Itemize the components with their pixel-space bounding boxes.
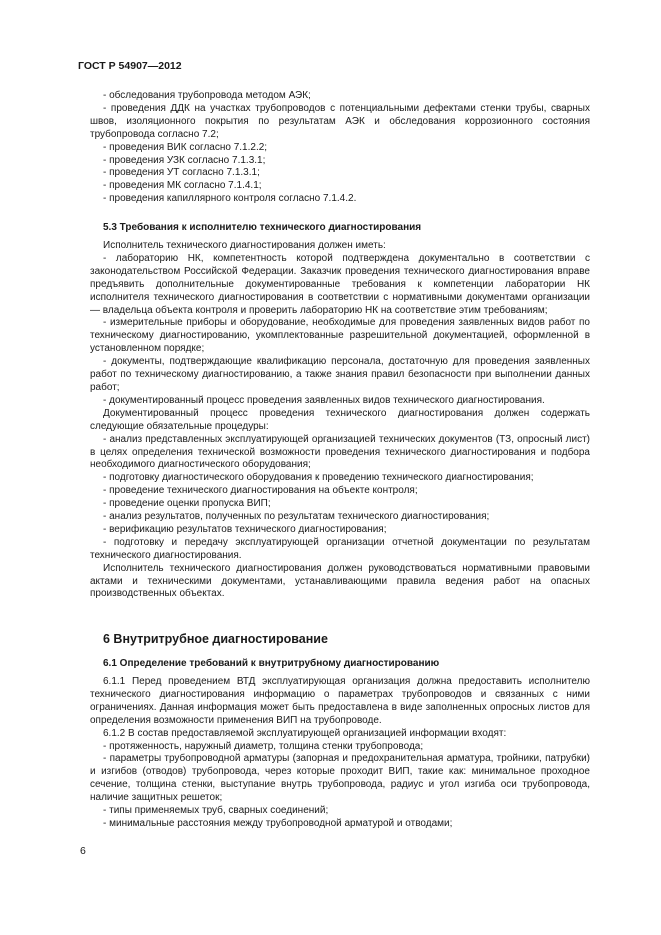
paragraph: - проведение оценки пропуска ВИП; — [103, 498, 271, 510]
paragraph: - документированный процесс проведения заявленных видов технического диагностирования. — [103, 394, 545, 406]
paragraph: - параметры трубопроводной арматуры (запорная и предохранительная арматура, тройники, патрубки) и изгибов (отводов) трубопровода, через которые проходит ВИП, такие как: минимальное проходное сечение, толщина стенки, выступание внутрь трубопровода, радиус и угол изгиба оси трубопровода, наличие защитных решеток; — [90, 753, 590, 804]
inspection-list — [90, 90, 590, 206]
paragraph: - подготовку диагностического оборудования к проведению технического диагностирования; — [103, 472, 534, 484]
list-item: - обследования трубопровода методом АЭК; — [103, 90, 311, 101]
paragraph: - минимальные расстояния между трубопроводной арматурой и отводами; — [103, 817, 453, 829]
section-6-1-title: 6.1 Определение требований к внутритрубному диагностированию — [103, 658, 440, 669]
document-code: ГОСТ Р 54907—2012 — [78, 60, 182, 72]
paragraph: - протяженность, наружный диаметр, толщина стенки трубопровода; — [103, 740, 424, 752]
paragraph: - подготовку и передачу эксплуатирующей организации отчетной документации по результатам технического диагностирования. — [90, 536, 590, 561]
paragraph: - измерительные приборы и оборудование, необходимые для проведения заявленных видов работ по техническому диагностированию, укомплектованные разрешительной документацией, оформленной в установленном порядке; — [90, 317, 590, 355]
paragraph: - верификацию результатов технического диагностирования; — [103, 523, 387, 535]
list-item: - проведения ВИК согласно 7.1.2.2; — [103, 141, 268, 153]
paragraph: Документированный процесс проведения технического диагностирования должен содержать следующие обязательные процедуры: — [90, 407, 590, 432]
list-item: - проведения капиллярного контроля согласно 7.1.4.2. — [103, 193, 357, 205]
section-5-3-title: 5.3 Требования к исполнителю технического диагностирования — [103, 222, 422, 233]
paragraph: - анализ представленных эксплуатирующей организацией технических документов (ТЗ, опросный лист) в целях определения технической возможности проведения технического диагностирования и подбора необходимого диагностического оборудования; — [90, 433, 590, 471]
paragraph: 6.1.1 Перед проведением ВТД эксплуатирующая организация должна предоставить исполнителю технического диагностирования информацию о параметрах трубопроводов и связанных с ними ограничениях. Данная информация может быть предоставлена в виде заполненных опросных листов для определения возможности применения ВИП на трубопроводе. — [90, 676, 590, 726]
paragraph: 6.1.2 В состав предоставляемой эксплуатирующей организацией информации входят: — [103, 727, 507, 739]
chapter-6-title: 6 Внутритрубное диагностирование — [103, 632, 328, 646]
list-item: - проведения ДДК на участках трубопроводов с потенциальными дефектами стенки трубы, сварных швов, изоляционного покрытия по результатам АЭК и обследования коррозионного состояния трубопровода согласно 7.2; — [90, 102, 590, 140]
list-item: - проведения УЗК согласно 7.1.3.1; — [103, 154, 266, 166]
paragraph: Исполнитель технического диагностирования должен иметь: — [103, 240, 386, 251]
paragraph: Исполнитель технического диагностирования должен руководствоваться нормативными правовыми актами и техническими документами, устанавливающими правила ведения работ на опасных производственных объектах. — [90, 562, 590, 600]
section-6-1-body — [90, 676, 590, 831]
section-5-3-body — [90, 240, 590, 601]
paragraph: - проведение технического диагностирования на объекте контроля; — [103, 485, 418, 497]
list-item: - проведения МК согласно 7.1.4.1; — [103, 180, 262, 192]
paragraph: - лабораторию НК, компетентность которой подтверждена документально в соответствии с законодательством Российской Федерации. Заказчик проведения технического диагностирования вправе предъявить дополнительные документированные требования к компетенции лаборатории НК исполнителя технического диагностирования в соответствии с нормативными документами организации — владельца объекта контроля и проверить лабораторию НК на соответствие этим требованиям; — [90, 252, 590, 316]
list-item: - проведения УТ согласно 7.1.3.1; — [103, 167, 260, 179]
paragraph: - типы применяемых труб, сварных соединений; — [103, 805, 329, 817]
paragraph: - документы, подтверждающие квалификацию персонала, достаточную для проведения заявленных работ по техническому диагностированию, а также знания правил безопасности при выполнении данных работ; — [90, 356, 590, 393]
page-number: 6 — [80, 845, 86, 857]
paragraph: - анализ результатов, полученных по результатам технического диагностирования; — [103, 511, 490, 523]
